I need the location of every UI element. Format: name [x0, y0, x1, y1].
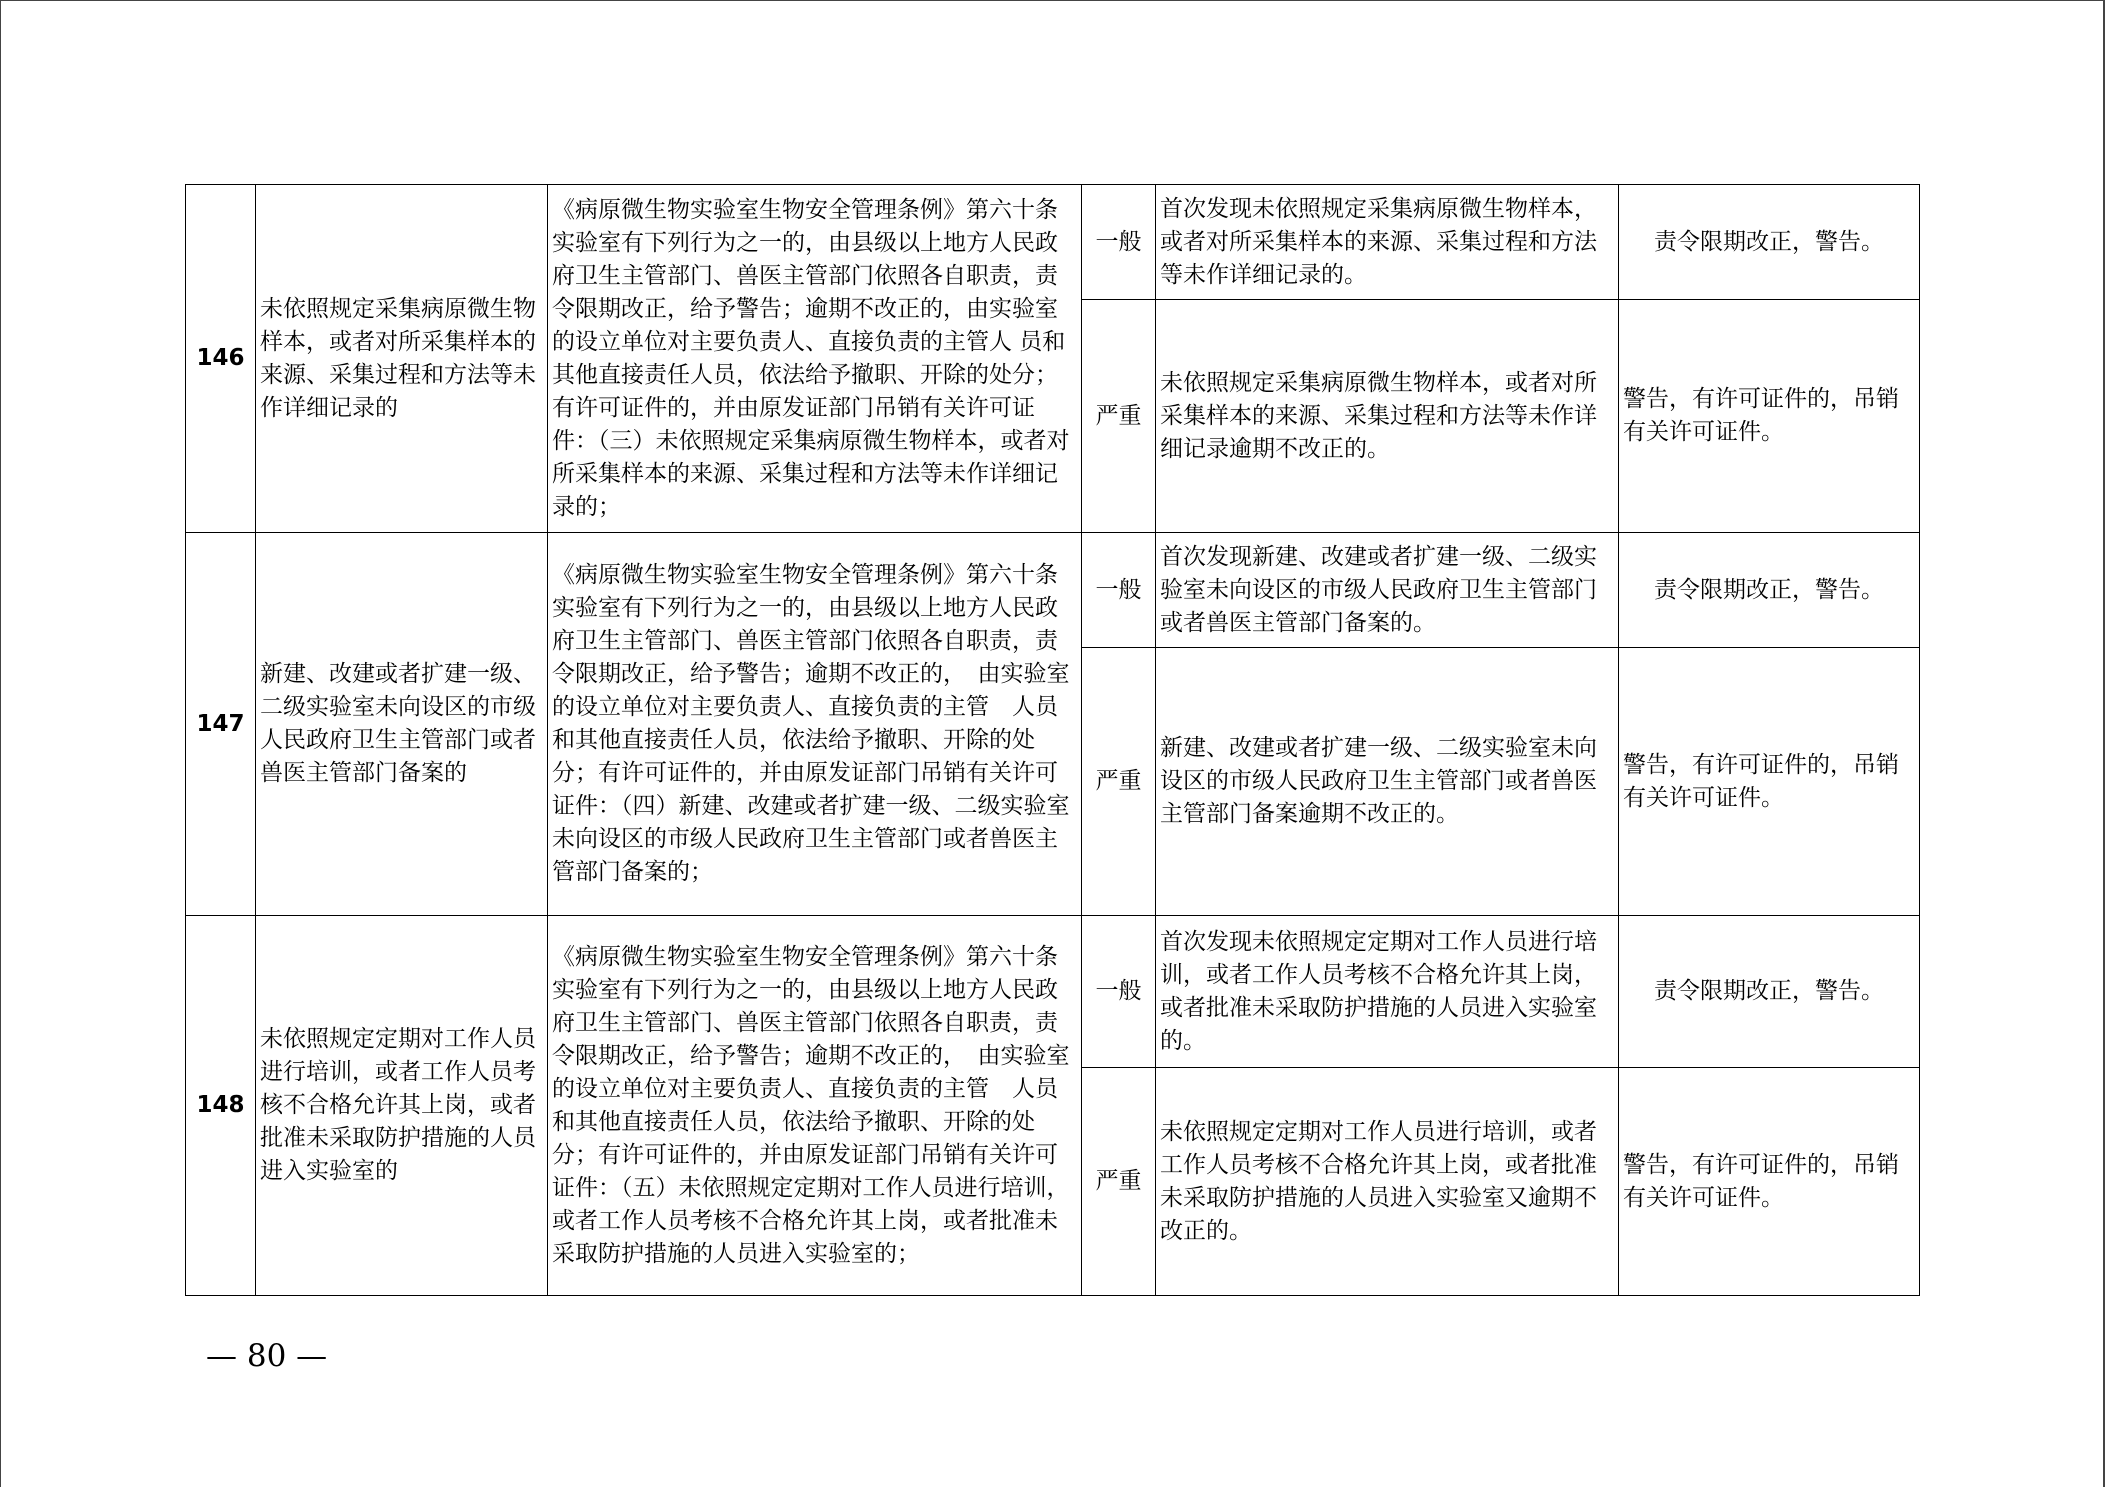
circumstance: 首次发现未依照规定定期对工作人员进行培训，或者工作人员考核不合格允许其上岗，或者批准未采取防护措施的人员进入实验室的。: [1156, 916, 1619, 1068]
circumstance: 首次发现未依照规定采集病原微生物样本，或者对所采集样本的来源、采集过程和方法等未作详细记录的。: [1156, 185, 1619, 300]
item-number: 147: [186, 533, 256, 916]
circumstance: 未依照规定定期对工作人员进行培训，或者工作人员考核不合格允许其上岗，或者批准未采取防护措施的人员进入实验室又逾期不改正的。: [1156, 1068, 1619, 1296]
severity-level: 严重: [1082, 648, 1156, 916]
item-number: 146: [186, 185, 256, 533]
legal-basis: 《病原微生物实验室生物安全管理条例》第六十条 实验室有下列行为之一的，由县级以上地方人民政府卫生主管部门、兽医主管部门依照各自职责，责令限期改正，给予警告；逾期不改正的， 由实验室的设立单位对主要负责人、直接负责的主管 人员和其他直接责任人员，依法给予撤职、开除的处分；有许可证件的，并由原发证部门吊销有关许可证件：（四）新建、改建或者扩建一级、二级实验室未向设区的市级人民政府卫生主管部门或者兽医主管部门备案的；: [548, 533, 1082, 916]
penalty-standard: 责令限期改正，警告。: [1619, 533, 1920, 648]
violation-behavior: 未依照规定采集病原微生物样本，或者对所采集样本的来源、采集过程和方法等未作详细记录的: [256, 185, 548, 533]
circumstance: 首次发现新建、改建或者扩建一级、二级实验室未向设区的市级人民政府卫生主管部门或者兽医主管部门备案的。: [1156, 533, 1619, 648]
penalty-discretion-table: [185, 184, 1920, 1296]
severity-level: 严重: [1082, 1068, 1156, 1296]
severity-level: 严重: [1082, 300, 1156, 533]
penalty-standard: 警告，有许可证件的，吊销有关许可证件。: [1619, 300, 1920, 533]
legal-basis: 《病原微生物实验室生物安全管理条例》第六十条 实验室有下列行为之一的，由县级以上地方人民政府卫生主管部门、兽医主管部门依照各自职责，责令限期改正，给予警告；逾期不改正的， 由实验室的设立单位对主要负责人、直接负责的主管 人员和其他直接责任人员，依法给予撤职、开除的处分；有许可证件的，并由原发证部门吊销有关许可证件：（五）未依照规定定期对工作人员进行培训，或者工作人员考核不合格允许其上岗，或者批准未采取防护措施的人员进入实验室的；: [548, 916, 1082, 1296]
penalty-standard: 责令限期改正，警告。: [1619, 185, 1920, 300]
table-row: [186, 185, 1920, 300]
table-row: [186, 533, 1920, 648]
circumstance: 未依照规定采集病原微生物样本，或者对所采集样本的来源、采集过程和方法等未作详细记录逾期不改正的。: [1156, 300, 1619, 533]
penalty-standard: 警告，有许可证件的，吊销有关许可证件。: [1619, 648, 1920, 916]
circumstance: 新建、改建或者扩建一级、二级实验室未向设区的市级人民政府卫生主管部门或者兽医主管部门备案逾期不改正的。: [1156, 648, 1619, 916]
violation-behavior: 新建、改建或者扩建一级、二级实验室未向设区的市级人民政府卫生主管部门或者兽医主管部门备案的: [256, 533, 548, 916]
item-number: 148: [186, 916, 256, 1296]
penalty-standard: 警告，有许可证件的，吊销有关许可证件。: [1619, 1068, 1920, 1296]
legal-basis: 《病原微生物实验室生物安全管理条例》第六十条 实验室有下列行为之一的，由县级以上地方人民政府卫生主管部门、兽医主管部门依照各自职责，责令限期改正，给予警告；逾期不改正的，由实验室的设立单位对主要负责人、直接负责的主管人 员和其他直接责任人员，依法给予撤职、开除的处分；有许可证件的，并由原发证部门吊销有关许可证件：（三）未依照规定采集病原微生物样本，或者对所采集样本的来源、采集过程和方法等未作详细记录的；: [548, 185, 1082, 533]
penalty-standard: 责令限期改正，警告。: [1619, 916, 1920, 1068]
severity-level: 一般: [1082, 916, 1156, 1068]
page-number: — 80 —: [206, 1338, 328, 1374]
severity-level: 一般: [1082, 533, 1156, 648]
table-row: [186, 916, 1920, 1068]
violation-behavior: 未依照规定定期对工作人员进行培训，或者工作人员考核不合格允许其上岗，或者批准未采取防护措施的人员进入实验室的: [256, 916, 548, 1296]
severity-level: 一般: [1082, 185, 1156, 300]
